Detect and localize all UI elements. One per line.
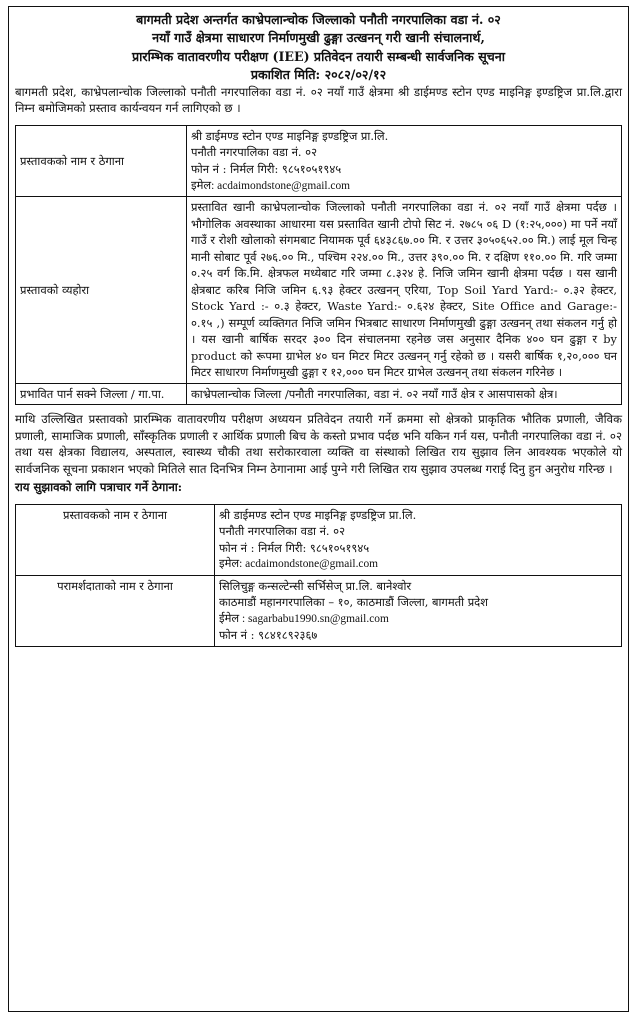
affected-area-label: प्रभावित पार्न सक्ने जिल्ला / गा.पा. [16, 383, 187, 405]
request-paragraph: माथि उल्लिखित प्रस्तावको प्रारम्भिक वातावरणीय परीक्षण अध्ययन प्रतिवेदन तयारी गर्ने क्रममा सो क्षेत्रको प्राकृतिक भौतिक प्रणाली, जैविक प्रणाली, सामाजिक प्रणाली, साँस्कृतिक प्रणाली र आर्थिक प्रणाली बिच के कस्तो प्रभाव पर्दछ भनि यकिन गर्न यस, पनौती नगरपालिका वडा नं. ०२ तथा यस क्षेत्रका विद्यालय, अस्पताल, स्वास्थ्य चौकी तथा सरोकारवाला व्यक्ति वा संस्थाको लिखित राय सुझाव लिन आवश्यक भएकोले यो सार्वजनिक सूचना प्रकाशन भएको मितिले सात दिनभित्र निम्न ठेगानामा आई पुग्ने गरी लिखित राय सुझाव उपलब्ध गराई दिनु हुन अनुरोध गरिन्छ । [15, 412, 622, 476]
consultant-contact [215, 575, 622, 646]
address-table [15, 504, 622, 647]
proponent-label: प्रस्तावकको नाम र ठेगाना [16, 125, 187, 196]
title-line-2: नयाँ गाउँ क्षेत्रमा साधारण निर्माणमुखी ढुङ्गा उत्खनन् गरी खानी संचालनार्थ, [152, 30, 485, 46]
contact-email: इमेल: acdaimondstone@gmail.com [219, 558, 379, 571]
proponent-email: इमेल: acdaimondstone@gmail.com [191, 179, 351, 192]
consultant-label: परामर्शदाताको नाम र ठेगाना [16, 575, 215, 646]
table-row [16, 575, 622, 646]
proponent-contact-label: प्रस्तावकको नाम र ठेगाना [16, 504, 215, 575]
contact-name: श्री डाईमण्ड स्टोन एण्ड माइनिङ्ग इण्डष्ट्रिज प्रा.लि. [219, 507, 417, 522]
notice-frame [8, 6, 629, 1012]
proposal-table [15, 125, 622, 406]
proponent-name: श्री डाईमण्ड स्टोन एण्ड माइनिङ्ग इण्डष्ट्रिज प्रा.लि. [191, 128, 389, 143]
title-line-3: प्रारम्भिक वातावरणीय परीक्षण (IEE) प्रतिवेदन तयारी सम्बन्धी सार्वजनिक सूचना [132, 48, 505, 64]
contact-phone: फोन नं : निर्मल गिरी: ९८५१०५१९४५ [219, 540, 370, 555]
table-row [16, 504, 622, 575]
proponent-address: पनौती नगरपालिका वडा नं. ०२ [191, 145, 318, 160]
title-line-1: बागमती प्रदेश अन्तर्गत काभ्रेपलान्चोक जिल्लाको पनौती नगरपालिका वडा नं. ०२ [136, 12, 501, 27]
notice-title [15, 11, 622, 84]
consultant-phone: फोन नं : ९८४१८९२३६७ [219, 628, 318, 643]
intro-paragraph: बागमती प्रदेश, काभ्रेपलान्चोक जिल्लाको पनौती नगरपालिका वडा नं. ०२ नयाँ गाउँ क्षेत्रमा श्री डाईमण्ड स्टोन एण्ड माइनिङ्ग इण्डष्ट्रिज प्रा.लि.द्वारा निम्न बमोजिमको प्रस्ताव कार्यन्वयन गर्न लागिएको छ । [15, 85, 622, 116]
address-heading: राय सुझावको लागि पत्राचार गर्ने ठेगाना: [15, 480, 183, 495]
table-row [16, 125, 622, 196]
consultant-name: सिलिचुङ्ग कन्सल्टेन्सी सर्भिसेज् प्रा.लि. बानेश्वोर [219, 578, 412, 593]
proponent-phone: फोन नं : निर्मल गिरी: ९८५१०५१९४५ [191, 161, 342, 176]
proponent-contact [215, 504, 622, 575]
consultant-email: ईमेल : sagarbabu1990.sn@gmail.com [219, 612, 389, 625]
table-row [16, 383, 622, 405]
proponent-details [187, 125, 622, 196]
proposal-description: प्रस्तावित खानी काभ्रेपलान्चोक जिल्लाको पनौती नगरपालिका वडा नं. ०२ नयाँ गाउँ क्षेत्रमा पर्दछ । भौगोलिक अवस्थाका आधारमा यस प्रस्तावित खानी टोपो सिट नं. २७८५ ०६ D (१:२५,०००) मा पर्ने नयाँ गाउँ र रोशी खोलाको संगमबाट नियामक पूर्व ६४३८६७.०० मि. र उत्तर ३०५०६५२.०० मि.) लाई मूल चिन्ह मानी सोबाट पूर्व २७६.०० मि., पश्चिम २२४.०० मि., उत्तर ३९०.०० मि. र दक्षिण ११०.०० मि. गरि जम्मा ०.२५ वर्ग कि.मि. क्षेत्रफल मध्येबाट गरि जम्मा ८.३२४ हे. निजि जमिन खानी क्षेत्रमा पर्दछ । यस खानी क्षेत्रबाट करिब निजि जमिन ६.९३ हेक्टर उत्खनन् एरिया, Top Soil Yard Yard:- ०.३२ हेक्टर, Stock Yard :- ०.३ हेक्टर, Waste Yard:- ०.६२४ हेक्टर, Site Office and Garage:- ०.१५ ,) सम्पूर्ण व्यक्तिगत निजि जमिन भित्रबाट साधारण निर्माणमुखी ढुङ्गा उत्खनन् तथा संकलन गर्नु हो । यस खानी बार्षिक सरदर ३०० दिन संचालनमा रहनेछ जस अनुसार दैनिक ४०० घन ढुङ्गा र by product को रूपमा ग्राभेल ४० घन मिटर मिटर उत्खनन् गर्नु रहेको छ । यसरी बार्षिक १,२०,००० घन मिटर साधारण निर्माणमुखी ढुङ्गा र १२,००० घन मिटर ग्राभेल उत्खनन् तथा संकलन गरिनेछ । [187, 197, 622, 384]
publish-date: प्रकाशित मिति: २०८२/०२/१२ [250, 66, 387, 82]
consultant-address: काठमाडौं महानगरपालिका – १०, काठमाडौं जिल्ला, बागमती प्रदेश [219, 595, 488, 610]
affected-area: काभ्रेपलान्चोक जिल्ला /पनौती नगरपालिका, वडा नं. ०२ नयाँ गाउँ क्षेत्र र आसपासको क्षेत्र। [187, 383, 622, 405]
table-row [16, 197, 622, 384]
proposal-description-label: प्रस्तावको व्यहोरा [16, 197, 187, 384]
contact-address: पनौती नगरपालिका वडा नं. ०२ [219, 524, 346, 539]
